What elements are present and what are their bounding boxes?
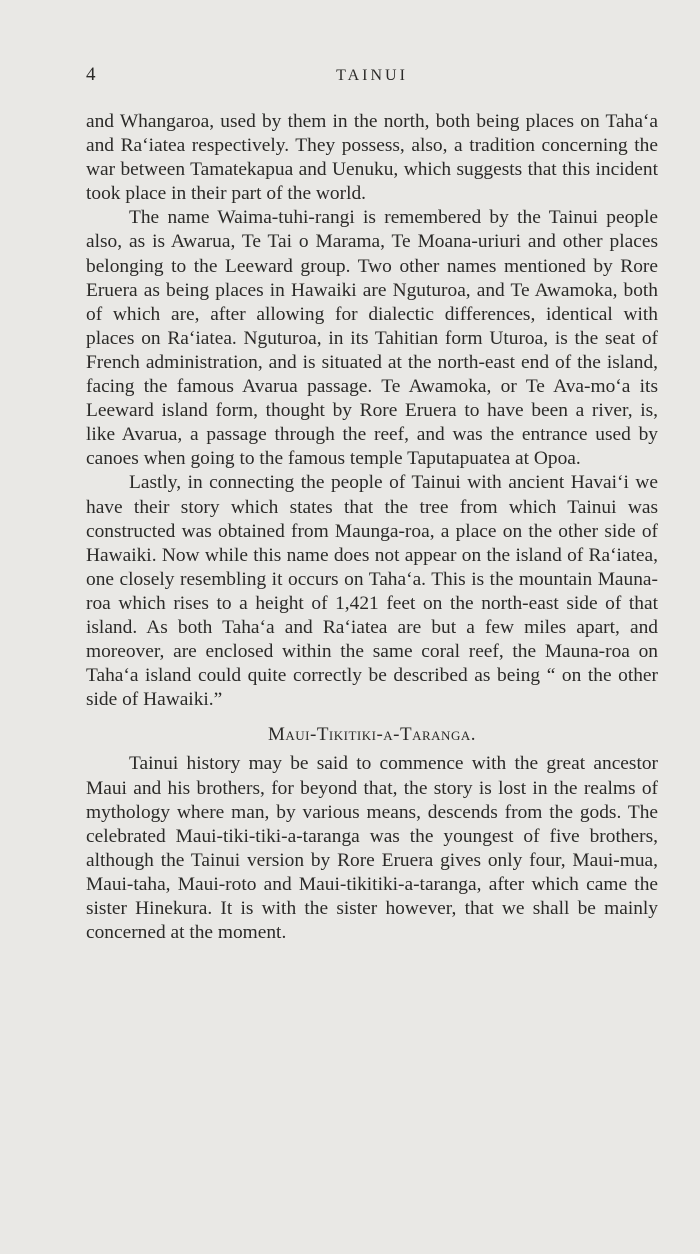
page-number: 4 (86, 64, 96, 85)
running-title: TAINUI (336, 67, 408, 84)
section-heading: Maui-Tikitiki-a-Taranga. (268, 724, 476, 746)
paragraph: The name Waima-tuhi-rangi is remembered by the Tainui people also, as is Awarua, Te Tai o Marama, Te Moana-uriuri and other places belonging to the Leeward group. Two other names mentioned by Rore Eruera as being places in Hawaiki are Nguturoa, and Te Awamoka, both of which are, after allowing for dialectic differences, identical with places on Ra‘iatea. Nguturoa, in its Tahitian form Uturoa, is the seat of French administration, and is situated at the north-east end of the island, facing the famous Avarua passage. Te Awamoka, or Te Ava-mo‘a its Leeward island form, thought by Rore Eruera to have been a river, is, like Avarua, a passage through the reef, and was the entrance used by canoes when going to the famous temple Taputapuatea at Opoa. (86, 207, 658, 470)
paragraph: Tainui history may be said to commence with the great ancestor Maui and his brothers, for beyond that, the story is lost in the realms of mythology where man, by various means, descends from the gods. The celebrated Maui-tiki-tiki-a-taranga was the youngest of five brothers, although the Tainui version by Rore Eruera gives only four, Maui-mua, Maui-taha, Maui-roto and Maui-tikitiki-a-taranga, after which came the sister Hinekura. It is with the sister however, that we shall be mainly concerned at the moment. (86, 753, 658, 944)
paragraph-continuation: and Whangaroa, used by them in the north, both being places on Taha‘a and Ra‘iatea respectively. They possess, also, a tradition concerning the war between Tamatekapua and Uenuku, which suggests that this incident took place in their part of the world. (86, 111, 658, 205)
body-text (86, 110, 658, 945)
page-header (86, 64, 658, 90)
paragraph: Lastly, in connecting the people of Tainui with ancient Havai‘i we have their story which states that the tree from which Tainui was constructed was obtained from Maunga-roa, a place on the other side of Hawaiki. Now while this name does not appear on the island of Ra‘iatea, one closely resembling it occurs on Taha‘a. This is the mountain Mauna-roa which rises to a height of 1,421 feet on the north-east side of that island. As both Taha‘a and Ra‘iatea are but a few miles apart, and moreover, are enclosed within the same coral reef, the Mauna-roa on Taha‘a island could quite correctly be described as being “ on the other side of Hawaiki.” (86, 472, 658, 711)
